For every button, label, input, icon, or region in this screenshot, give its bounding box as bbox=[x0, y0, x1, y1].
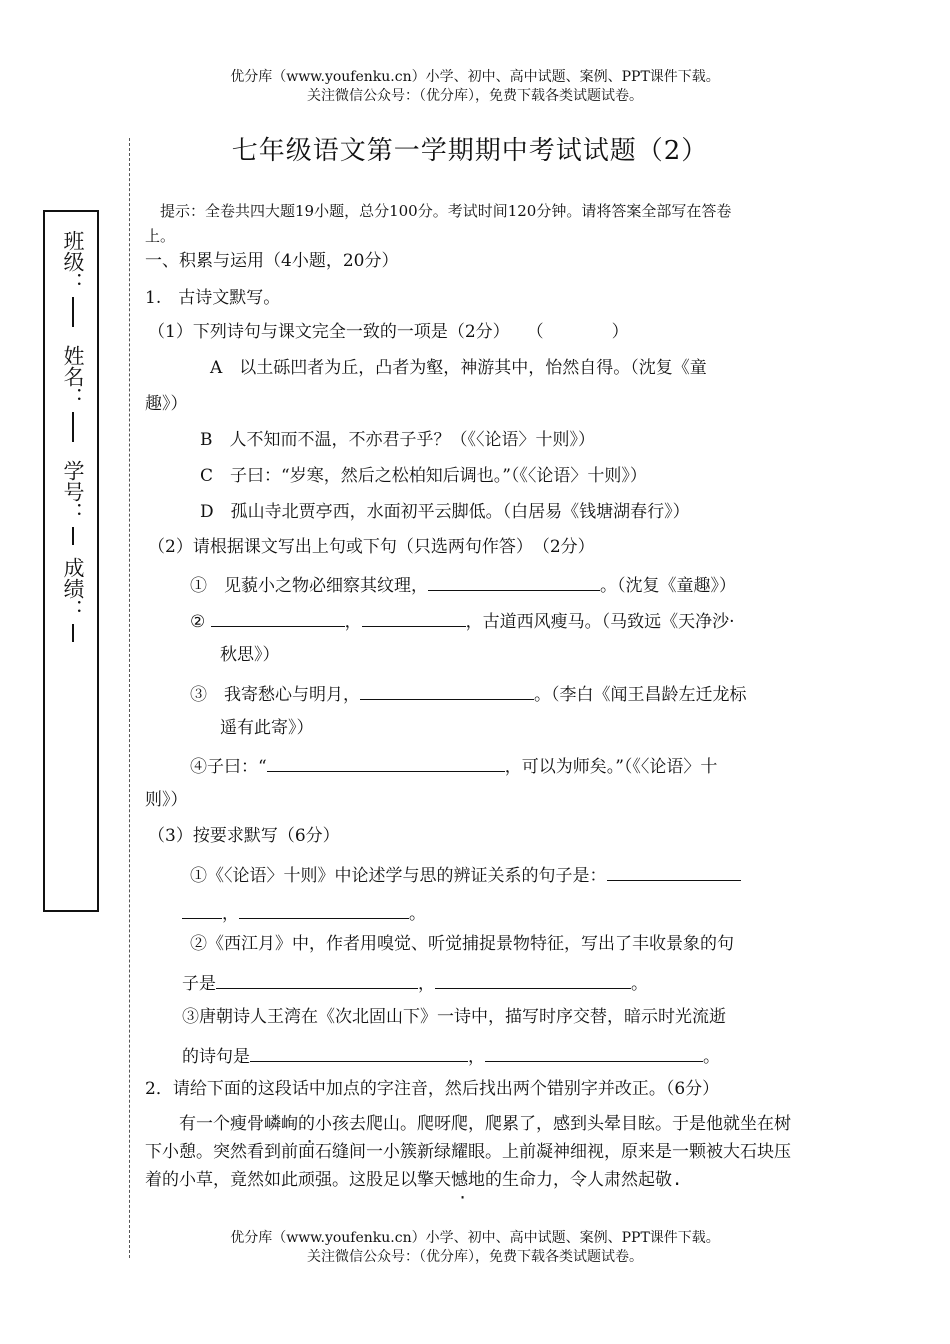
answer-blank[interactable] bbox=[435, 970, 631, 989]
answer-blank[interactable] bbox=[216, 970, 418, 989]
question-2: 2．请给下面的这段话中加点的字注音，然后找出两个错别字并改正。（6分） bbox=[145, 1079, 720, 1099]
class-blank bbox=[72, 297, 74, 327]
answer-blank[interactable] bbox=[182, 900, 222, 919]
option-c: C 子曰：“岁寒，然后之松柏知后调也。”（《〈论语〉十则》） bbox=[200, 466, 647, 486]
fill-1-3-3-text-b: 的诗句是 bbox=[182, 1047, 250, 1067]
footer-line-2: 关注微信公众号：（优分库），免费下载各类试题试卷。 bbox=[307, 1249, 643, 1265]
fill-1-2-2-cont: 秋思》） bbox=[220, 645, 280, 665]
option-a-line-1: A 以土砾凹者为丘，凸者为壑，神游其中，怡然自得。（沈复《童 bbox=[210, 358, 707, 378]
fill-1-3-2-cont bbox=[182, 970, 648, 995]
answer-blank[interactable] bbox=[211, 608, 345, 627]
answer-blank[interactable] bbox=[607, 862, 741, 881]
answer-blank[interactable] bbox=[239, 900, 409, 919]
fill-1-2-1 bbox=[190, 572, 736, 597]
fill-1-3-1-text-b: ， bbox=[222, 904, 239, 924]
student-info-fields bbox=[55, 222, 91, 646]
fill-1-2-3 bbox=[190, 681, 747, 706]
section-1-heading: 一、积累与运用（4小题，20分） bbox=[145, 251, 399, 271]
score-label: 成绩： bbox=[61, 557, 85, 620]
header-line-2: 关注微信公众号：（优分库），免费下载各类试题试卷。 bbox=[307, 88, 643, 104]
fill-1-2-1-text-b: 。（沈复《童趣》） bbox=[600, 576, 736, 596]
score-blank bbox=[72, 624, 74, 642]
fill-1-3-3-cont bbox=[182, 1043, 720, 1068]
answer-blank[interactable] bbox=[428, 572, 600, 591]
fill-1-3-2-text-d: 。 bbox=[631, 974, 648, 994]
option-a-line-2: 趣》） bbox=[145, 394, 188, 414]
fill-1-2-4-text-b: ，可以为师矣。”（《〈论语〉十 bbox=[504, 757, 718, 777]
question-1-1: （1）下列诗句与课文完全一致的一项是（2分） （ ） bbox=[148, 322, 629, 342]
fill-1-2-4-text-a: ④子曰：“ bbox=[190, 757, 267, 777]
question-1: 1. 古诗文默写。 bbox=[145, 288, 281, 308]
passage-text-3: 天憾地的生命力，令人肃然起敬. bbox=[434, 1170, 683, 1190]
option-d: D 孤山寺北贾亭西，水面初平云脚低。（白居易《钱塘湖春行》） bbox=[200, 502, 690, 522]
fill-1-3-2: ②《西江月》中，作者用嗅觉、听觉捕捉景物特征，写出了丰收景象的句 bbox=[190, 934, 734, 954]
answer-blank[interactable] bbox=[267, 753, 505, 772]
answer-blank[interactable] bbox=[360, 681, 534, 700]
answer-blank[interactable] bbox=[362, 608, 466, 627]
fill-1-3-1 bbox=[190, 862, 741, 887]
option-b: B 人不知而不温，不亦君子乎？（《〈论语〉十则》） bbox=[200, 430, 595, 450]
number-label: 学号： bbox=[61, 460, 85, 523]
fill-1-2-3-cont: 遥有此寄》） bbox=[220, 718, 314, 738]
footer-line-1: 优分库（www.youfenku.cn）小学、初中、高中试题、案例、PPT课件下载。 bbox=[230, 1230, 720, 1246]
fill-1-2-2-text-b: ， bbox=[344, 612, 362, 632]
fill-1-2-2-text-a: ② bbox=[190, 612, 206, 632]
fill-1-2-3-text-b: 。（李白《闻王昌龄左迁龙标 bbox=[534, 685, 747, 705]
fill-1-3-3-text-d: 。 bbox=[703, 1047, 720, 1067]
class-label: 班级： bbox=[61, 230, 85, 293]
dotted-char-1: 嶙 · bbox=[264, 1114, 281, 1134]
name-blank bbox=[72, 412, 74, 442]
fill-1-2-2 bbox=[190, 608, 735, 633]
question-1-2: （2）请根据课文写出上句或下句（只选两句作答） （2分） bbox=[148, 537, 595, 557]
fill-1-3-3-text-c: ， bbox=[468, 1047, 485, 1067]
question-2-passage bbox=[145, 1110, 805, 1194]
dotted-char-2: 擎 · bbox=[417, 1170, 434, 1190]
fill-1-3-2-text-b: 子是 bbox=[182, 974, 216, 994]
fill-1-3-2-text-c: ， bbox=[418, 974, 435, 994]
fill-1-2-4 bbox=[190, 753, 717, 778]
tip-line-2: 上。 bbox=[145, 227, 176, 245]
question-1-3: （3）按要求默写（6分） bbox=[148, 826, 340, 846]
fill-1-3-1-text-a: ①《〈论语〉十则》中论述学与思的辨证关系的句子是： bbox=[190, 866, 607, 886]
fill-1-2-4-cont: 则》） bbox=[145, 790, 188, 810]
fill-1-2-3-text-a: ③ 我寄愁心与明月， bbox=[190, 685, 360, 705]
passage-text-1: 有一个瘦骨 bbox=[179, 1114, 264, 1134]
answer-blank[interactable] bbox=[250, 1043, 468, 1062]
fill-1-2-2-text-c: ，古道西风瘦马。（马致远《天净沙· bbox=[465, 612, 735, 632]
header-line-1: 优分库（www.youfenku.cn）小学、初中、高中试题、案例、PPT课件下载。 bbox=[230, 69, 720, 85]
tip-line-1: 提示：全卷共四大题19小题，总分100分。考试时间120分钟。请将答案全部写在答卷 bbox=[160, 202, 732, 220]
number-blank bbox=[72, 527, 74, 545]
student-info-box bbox=[43, 210, 99, 912]
fill-1-2-1-text-a: ① 见藐小之物必细察其纹理， bbox=[190, 576, 428, 596]
fill-1-3-1-text-c: 。 bbox=[409, 904, 426, 924]
name-label: 姓名： bbox=[61, 345, 85, 408]
binding-line bbox=[129, 138, 130, 1258]
page-title: 七年级语文第一学期期中考试试题（2） bbox=[231, 136, 709, 166]
passage-text-2: 峋的小孩去爬山。爬呀爬，爬累了，感到头晕目眩。于是他就坐在树下小憩。突然看到前面石缝间一小簇新绿耀眼。上前凝神细视，原来是一颗被大石块压着的小草，竟然如此顽强。这股足以 bbox=[145, 1114, 791, 1190]
fill-1-3-1-cont bbox=[182, 900, 426, 925]
fill-1-3-3: ③唐朝诗人王湾在《次北固山下》一诗中，描写时序交替，暗示时光流逝 bbox=[182, 1007, 726, 1027]
answer-blank[interactable] bbox=[485, 1043, 703, 1062]
